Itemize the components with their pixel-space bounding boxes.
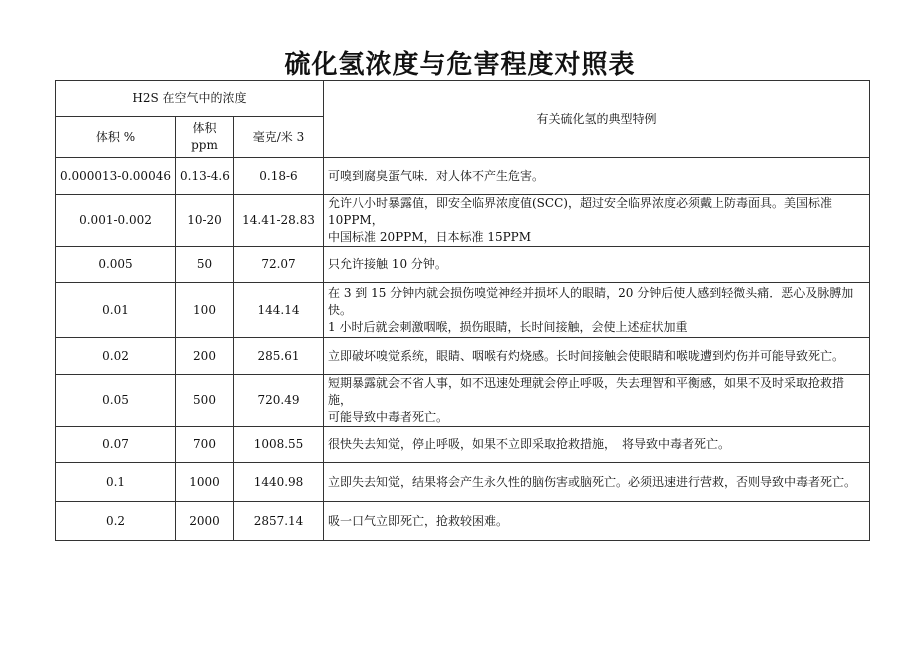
table-row <box>56 502 870 541</box>
cell-mg-m3: 72.07 <box>234 247 324 283</box>
effects-line: 吸一口气立即死亡，抢救较困难。 <box>328 513 509 528</box>
cell-volume-percent: 0.000013-0.00046 <box>56 158 176 195</box>
cell-volume-ppm: 500 <box>176 375 234 427</box>
table-row <box>56 338 870 375</box>
cell-volume-ppm: 10-20 <box>176 195 234 247</box>
cell-volume-ppm: 200 <box>176 338 234 375</box>
cell-volume-ppm: 2000 <box>176 502 234 541</box>
table-row <box>56 247 870 283</box>
header-volume-ppm: 体积 ppm <box>176 117 234 158</box>
cell-volume-ppm: 0.13-4.6 <box>176 158 234 195</box>
effects-line: 允许八小时暴露值，即安全临界浓度值(SCC)，超过安全临界浓度必须戴上防毒面具。美国标准 10PPM， <box>328 196 832 227</box>
cell-volume-ppm: 100 <box>176 283 234 338</box>
header-mg-m3: 毫克/米 3 <box>234 117 324 158</box>
table-row <box>56 427 870 463</box>
table-row <box>56 195 870 247</box>
cell-volume-percent: 0.1 <box>56 463 176 502</box>
cell-volume-percent: 0.001-0.002 <box>56 195 176 247</box>
cell-mg-m3: 14.41-28.83 <box>234 195 324 247</box>
table-row <box>56 463 870 502</box>
cell-volume-ppm: 50 <box>176 247 234 283</box>
cell-volume-ppm: 700 <box>176 427 234 463</box>
cell-mg-m3: 0.18-6 <box>234 158 324 195</box>
effects-line: 短期暴露就会不省人事，如不迅速处理就会停止呼吸，失去理智和平衡感，如果不及时采取抢救措施， <box>328 376 845 407</box>
effects-line: 可嗅到腐臭蛋气味．对人体不产生危害。 <box>328 168 545 183</box>
header-group: H2S 在空气中的浓度 <box>56 81 324 117</box>
effects-line: 立即破坏嗅觉系统，眼睛、咽喉有灼烧感。长时间接触会使眼睛和喉咙遭到灼伤并可能导致死亡。 <box>328 348 845 363</box>
cell-mg-m3: 720.49 <box>234 375 324 427</box>
cell-volume-ppm: 1000 <box>176 463 234 502</box>
cell-effects <box>324 463 870 502</box>
cell-mg-m3: 285.61 <box>234 338 324 375</box>
cell-mg-m3: 2857.14 <box>234 502 324 541</box>
cell-effects <box>324 283 870 338</box>
cell-volume-percent: 0.02 <box>56 338 176 375</box>
effects-line: 中国标准 20PPM，日本标准 15PPM <box>328 230 532 244</box>
cell-effects <box>324 195 870 247</box>
cell-effects <box>324 247 870 283</box>
effects-line: 可能导致中毒者死亡。 <box>328 410 449 424</box>
cell-volume-percent: 0.05 <box>56 375 176 427</box>
document-title: 硫化氢浓度与危害程度对照表 <box>284 50 636 80</box>
cell-volume-percent: 0.2 <box>56 502 176 541</box>
table-row <box>56 283 870 338</box>
cell-volume-percent: 0.005 <box>56 247 176 283</box>
effects-line: 很快失去知觉，停止呼吸，如果不立即采取抢救措施， 将导致中毒者死亡。 <box>328 437 731 451</box>
cell-effects <box>324 375 870 427</box>
header-effects: 有关硫化氢的典型特例 <box>324 81 870 158</box>
effects-line: 立即失去知觉，结果将会产生永久性的脑伤害或脑死亡。必须迅速进行营救，否则导致中毒者死亡。 <box>328 474 857 489</box>
cell-effects <box>324 427 870 463</box>
effects-line: 1 小时后就会刺激咽喉，损伤眼睛，长时间接触，会使上述症状加重 <box>328 319 688 334</box>
h2s-table <box>55 80 870 541</box>
effects-line: 在 3 到 15 分钟内就会损伤嗅觉神经并损坏人的眼睛，20 分钟后使人感到轻微头痛．恶心及脉膊加快。 <box>328 285 854 317</box>
cell-mg-m3: 1440.98 <box>234 463 324 502</box>
table-row <box>56 375 870 427</box>
cell-volume-percent: 0.01 <box>56 283 176 338</box>
header-volume-percent: 体积 % <box>56 117 176 158</box>
table-row <box>56 158 870 195</box>
cell-effects <box>324 338 870 375</box>
cell-effects <box>324 158 870 195</box>
effects-line: 只允许接触 10 分钟。 <box>328 257 447 271</box>
cell-mg-m3: 144.14 <box>234 283 324 338</box>
cell-effects <box>324 502 870 541</box>
cell-mg-m3: 1008.55 <box>234 427 324 463</box>
cell-volume-percent: 0.07 <box>56 427 176 463</box>
